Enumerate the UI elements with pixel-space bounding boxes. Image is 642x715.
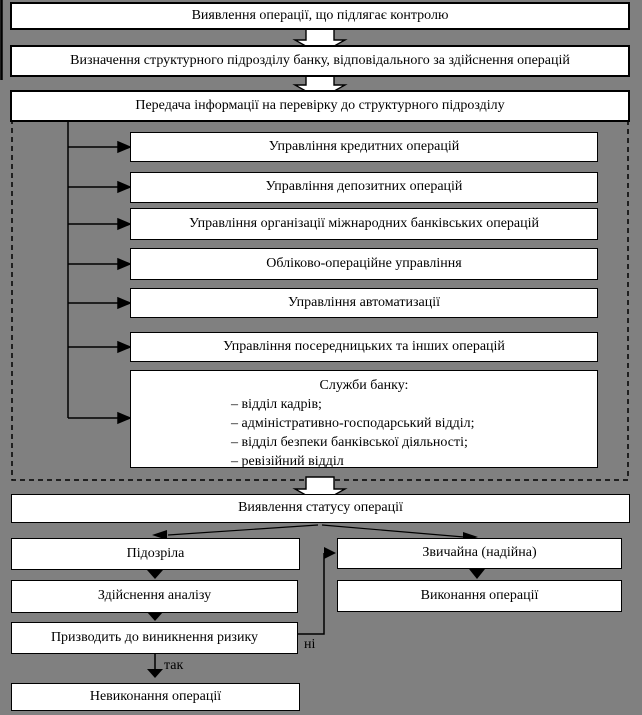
box-suspicious: Підозріла <box>11 538 300 570</box>
label-no: ні <box>304 637 316 652</box>
box-dept-international: Управління організації міжнародних банківських операцій <box>130 208 598 240</box>
box-normal: Звичайна (надійна) <box>337 538 622 569</box>
no-elbow-line <box>298 553 324 634</box>
box-transfer-info: Передача інформації на перевірку до структурного підрозділу <box>10 90 630 122</box>
branch-arrowhead-2 <box>118 182 130 192</box>
services-item-hr: – відділ кадрів; <box>231 397 322 412</box>
diagonal-line-right <box>322 525 464 537</box>
box-detect-operation: Виявлення операції, що підлягає контролю <box>10 2 630 30</box>
box-risk: Призводить до виникнення ризику <box>11 622 298 654</box>
down-arrow-normal <box>469 569 485 579</box>
services-title: Служби банку: <box>319 378 409 393</box>
box-analysis: Здійснення аналізу <box>11 580 298 613</box>
yes-arrowhead <box>147 669 163 678</box>
box-dept-accounting: Обліково-операційне управління <box>130 248 598 280</box>
services-item-audit: – ревізійний відділ <box>231 454 344 469</box>
branch-arrowhead-7 <box>118 413 130 423</box>
diagonal-line-left <box>168 525 318 535</box>
box-dept-automation: Управління автоматизації <box>130 288 598 318</box>
box-services <box>130 370 598 468</box>
label-yes: так <box>164 658 184 673</box>
box-status: Виявлення статусу операції <box>11 494 630 523</box>
down-arrow-suspicious <box>147 570 163 579</box>
branch-arrowhead-5 <box>118 298 130 308</box>
box-determine-unit: Визначення структурного підрозділу банку, відповідального за здійснення операцій <box>10 45 630 77</box>
branch-arrowhead-1 <box>118 142 130 152</box>
no-arrowhead <box>324 547 336 559</box>
branch-arrowhead-6 <box>118 342 130 352</box>
services-item-security: – відділ безпеки банківської діяльності; <box>231 435 468 450</box>
box-dept-credit: Управління кредитних операцій <box>130 132 598 162</box>
branch-arrowhead-3 <box>118 219 130 229</box>
box-non-execution: Невиконання операції <box>11 683 300 711</box>
box-dept-deposit: Управління депозитних операцій <box>130 172 598 203</box>
box-execution: Виконання операції <box>337 580 622 612</box>
down-arrow-analysis <box>147 612 163 621</box>
services-item-admin: – адміністративно-господарський відділ; <box>231 416 475 431</box>
branch-arrowhead-4 <box>118 259 130 269</box>
box-dept-intermediary: Управління посередницьких та інших операцій <box>130 332 598 362</box>
